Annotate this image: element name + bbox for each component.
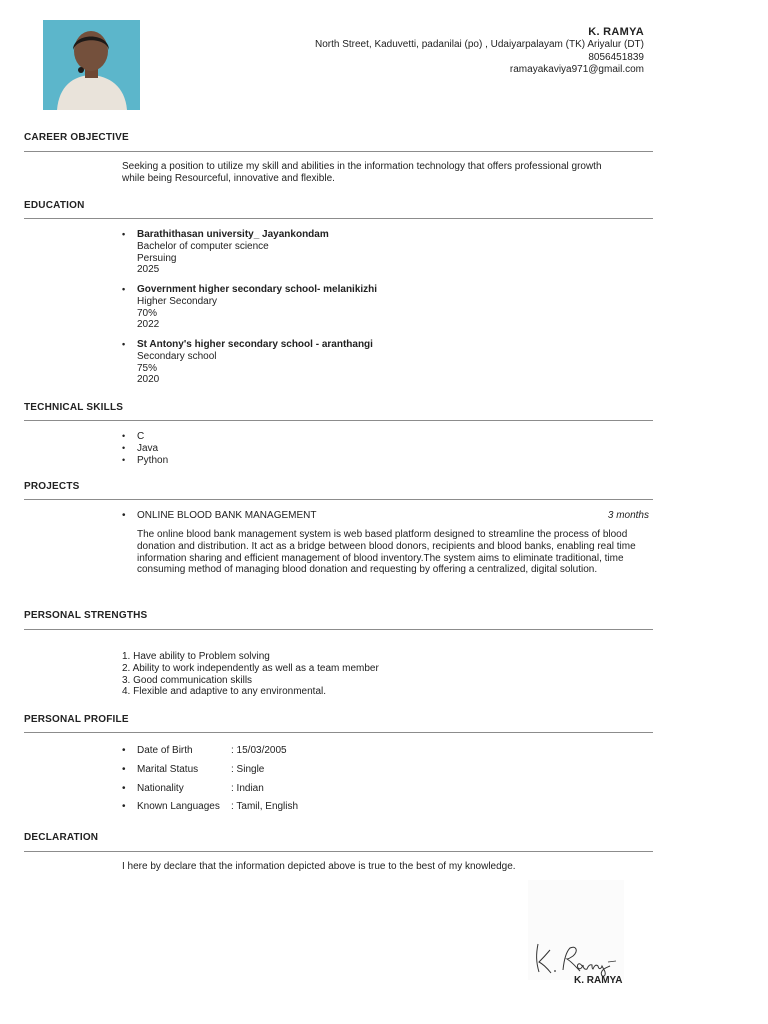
- profile-value: : Indian: [231, 783, 264, 794]
- profile-row: [137, 764, 264, 775]
- profile-label: Marital Status: [137, 764, 199, 775]
- strength-item: 2. Ability to work independently as well as a team member: [122, 662, 379, 674]
- section-divider: [24, 499, 653, 500]
- education-year: 2025: [137, 264, 160, 276]
- career-objective-text: Seeking a position to utilize my skill and abilities in the information technology that offers professional growth while being Resourceful, innovative and flexible.: [122, 161, 602, 185]
- section-divider: [24, 732, 653, 733]
- skill-item: • Java: [137, 443, 168, 455]
- strength-item: 4. Flexible and adaptive to any environmental.: [122, 686, 327, 698]
- contact-block: [315, 26, 644, 76]
- section-divider: [24, 851, 653, 852]
- profile-label: Date of Birth: [137, 745, 193, 756]
- education-school: • Government higher secondary school- melanikizhi: [137, 284, 377, 296]
- strength-item: 1. Have ability to Problem solving: [122, 651, 270, 662]
- skill-item: • C: [137, 431, 168, 443]
- education-school: • St Antony's higher secondary school - aranthangi: [137, 339, 373, 351]
- profile-label: Nationality: [137, 783, 184, 794]
- education-entry: [137, 284, 377, 331]
- profile-label: Known Languages: [137, 801, 220, 812]
- skill-item: • Python: [137, 455, 168, 467]
- section-title-declaration: DECLARATION: [24, 832, 99, 843]
- education-course: Higher Secondary: [137, 295, 218, 307]
- education-year: 2020: [137, 374, 160, 386]
- education-year: 2022: [137, 319, 160, 331]
- education-score: 75%: [137, 362, 158, 374]
- section-divider: [24, 629, 653, 630]
- education-course: Secondary school: [137, 350, 217, 362]
- candidate-name: K. RAMYA: [588, 26, 644, 38]
- section-title-projects: PROJECTS: [24, 481, 80, 492]
- section-divider: [24, 420, 653, 421]
- signature-drawing: [530, 940, 625, 978]
- profile-value: : Single: [231, 764, 265, 775]
- project-description: The online blood bank management system is web based platform designed to streamline the process of blood donation and distribution. It act as a bridge between blood donors, recipients and blood banks, enabling real time information sharing and efficient management of blood inventory.The system aims to eliminate traditional, time consuming method of managing blood donation and requesting by offering a centralized, digital solution.: [137, 529, 636, 576]
- address: North Street, Kaduvetti, padanilai (po) , Udaiyarpalayam (TK) Ariyalur (DT): [314, 39, 644, 51]
- signature-name: K. RAMYA: [574, 975, 623, 986]
- section-divider: [24, 218, 653, 219]
- section-title-personal-profile: PERSONAL PROFILE: [24, 714, 129, 725]
- profile-row: [137, 783, 264, 794]
- education-entry: [137, 229, 329, 276]
- section-title-career-objective: CAREER OBJECTIVE: [24, 132, 129, 143]
- profile-row: [137, 801, 298, 812]
- profile-row: [137, 745, 287, 756]
- profile-value: : 15/03/2005: [231, 745, 287, 756]
- education-school: • Barathithasan university_ Jayankondam: [137, 229, 329, 241]
- skills-list: [137, 431, 168, 466]
- education-score: Persuing: [137, 252, 177, 264]
- strengths-list: [122, 651, 379, 698]
- section-title-technical-skills: TECHNICAL SKILLS: [24, 402, 124, 413]
- phone-number: 8056451839: [588, 51, 644, 63]
- education-course: Bachelor of computer science: [137, 240, 269, 252]
- education-score: 70%: [137, 307, 158, 319]
- section-divider: [24, 151, 653, 152]
- section-title-personal-strengths: PERSONAL STRENGTHS: [24, 610, 148, 621]
- profile-value: : Tamil, English: [231, 801, 299, 812]
- email-address: ramayakaviya971@gmail.com: [509, 63, 644, 75]
- declaration-text: I here by declare that the information depicted above is true to the best of my knowledge.: [122, 861, 516, 872]
- section-title-education: EDUCATION: [24, 200, 85, 211]
- strength-item: 3. Good communication skills: [122, 674, 253, 686]
- education-entry: [137, 339, 373, 386]
- profile-photo: [43, 20, 140, 110]
- project-duration: 3 months: [607, 510, 649, 521]
- project-name: • ONLINE BLOOD BANK MANAGEMENT: [137, 510, 316, 521]
